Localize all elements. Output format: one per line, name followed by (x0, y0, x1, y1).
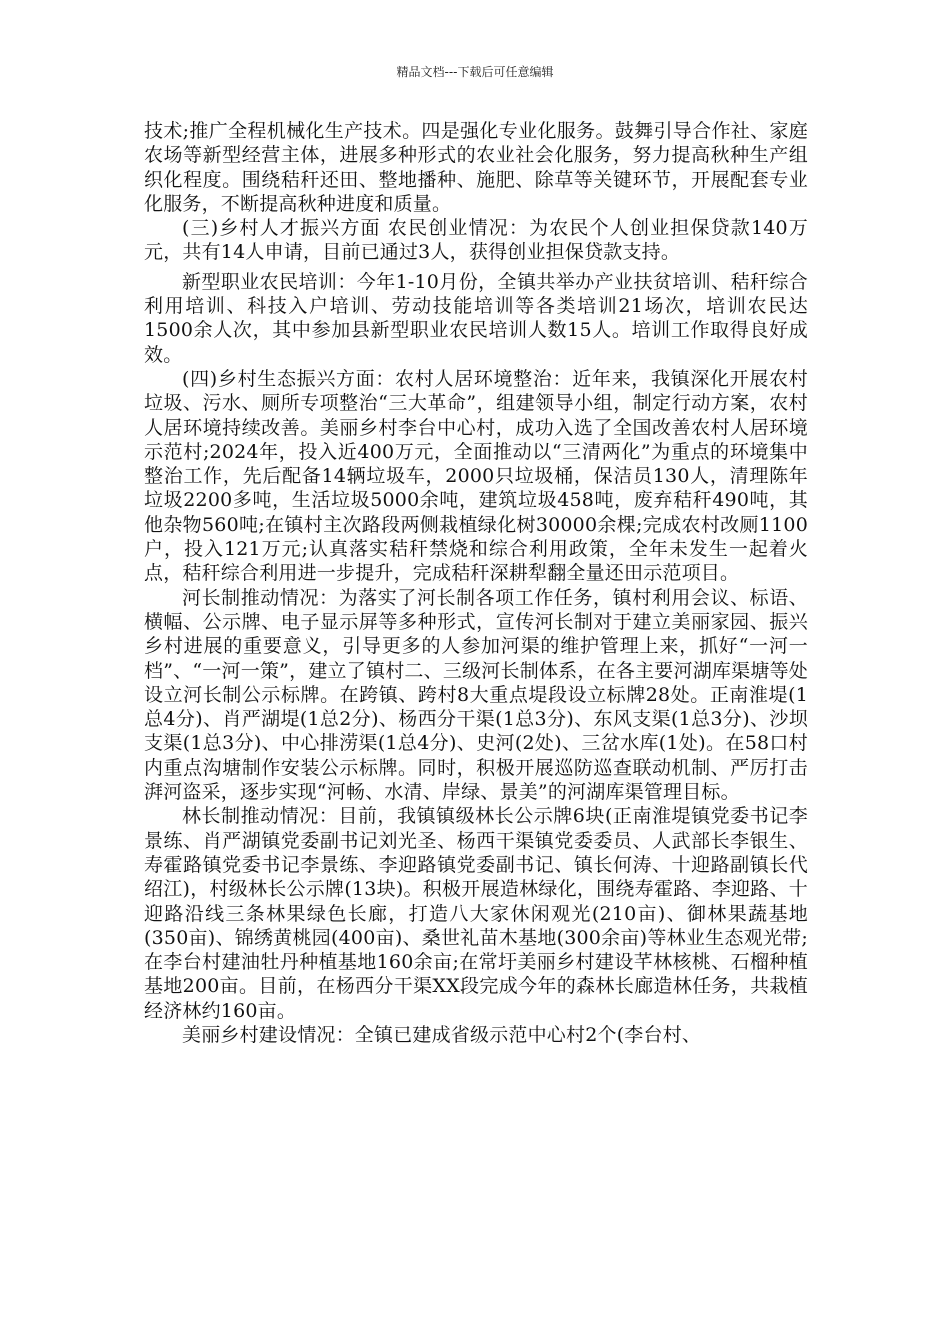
paragraph-talent-revitalization: (三)乡村人才振兴方面 农民创业情况：为农民个人创业担保贷款140万元，共有14人申请，目前已通过3人，获得创业担保贷款支持。 (144, 217, 808, 264)
paragraph-forest-chief-system: 林长制推动情况：目前，我镇镇级林长公示牌6块(正南淮堤镇党委书记李景练、肖严湖镇党委副书记刘光圣、杨西干渠镇党委委员、人武部长李银生、寿霍路镇党委书记李景练、李迎路镇党委副书记、镇长何涛、十迎路副镇长代绍江)，村级林长公示牌(13块)。积极开展造林绿化，围绕寿霍路、李迎路、十迎路沿线三条林果绿色长廊，打造八大家休闲观光(210亩)、御林果蔬基地(350亩)、锦绣黄桃园(400亩)、桑世礼苗木基地(300余亩)等林业生态观光带;在李台村建油牡丹种植基地160余亩;在常圩美丽乡村建设芊林核桃、石榴种植基地200亩。目前，在杨西分干渠XX段完成今年的森林长廊造林任务，共栽植经济林约160亩。 (144, 805, 808, 1022)
document-body (144, 119, 808, 1047)
paragraph-farmer-training: 新型职业农民培训：今年1-10月份，全镇共举办产业扶贫培训、秸秆综合利用培训、科技入户培训、劳动技能培训等各类培训21场次，培训农民达1500余人次，其中参加县新型职业农民培训人数15人。培训工作取得良好成效。 (144, 270, 808, 366)
paragraph-river-chief-system: 河长制推动情况：为落实了河长制各项工作任务，镇村利用会议、标语、横幅、公示牌、电子显示屏等多种形式，宣传河长制对于建立美丽家园、振兴乡村进展的重要意义，引导更多的人参加河渠的维护管理上来，抓好“一河一档”、“一河一策”，建立了镇村二、三级河长制体系，在各主要河湖库渠塘等处设立河长制公示标牌。在跨镇、跨村8大重点堤段设立标牌28处。正南淮堤(1总4分)、肖严湖堤(1总2分)、杨西分干渠(1总3分)、东风支渠(1总3分)、沙坝支渠(1总3分)、中心排涝渠(1总4分)、史河(2处)、三岔水库(1处)。在58口村内重点沟塘制作安装公示标牌。同时，积极开展巡防巡查联动机制、严厉打击湃河盗采，逐步实现“河畅、水清、岸绿、景美”的河湖库渠管理目标。 (144, 586, 808, 804)
paragraph-continuation: 技术;推广全程机械化生产技术。四是强化专业化服务。鼓舞引导合作社、家庭农场等新型经营主体，进展多种形式的农业社会化服务，努力提高秋种生产组织化程度。围绕秸秆还田、整地播种、施肥、除草等关键环节，开展配套专业化服务，不断提高秋种进度和质量。 (144, 120, 808, 215)
paragraph-beautiful-village: 美丽乡村建设情况：全镇已建成省级示范中心村2个(李台村、 (182, 1023, 702, 1046)
page-header: 精品文档---下载后可任意编辑 (396, 65, 554, 79)
paragraph-ecological-revitalization: (四)乡村生态振兴方面：农村人居环境整治：近年来，我镇深化开展农村垃圾、污水、厕所专项整治“三大革命”，组建领导小组，制定行动方案，农村人居环境持续改善。美丽乡村李台中心村，成功入选了全国改善农村人居环境示范村;2024年，投入近400万元，全面推动以“三清两化”为重点的环境集中整治工作，先后配备14辆垃圾车，2000只垃圾桶，保洁员130人，清理陈年垃圾2200多吨，生活垃圾5000余吨，建筑垃圾458吨，废弃秸秆490吨，其他杂物560吨;在镇村主次路段两侧栽植绿化树30000余棵;完成农村改厕1100户，投入121万元;认真落实秸秆禁烧和综合利用政策，全年未发生一起着火点，秸秆综合利用进一步提升，完成秸秆深耕犁翻全量还田示范项目。 (144, 367, 808, 585)
